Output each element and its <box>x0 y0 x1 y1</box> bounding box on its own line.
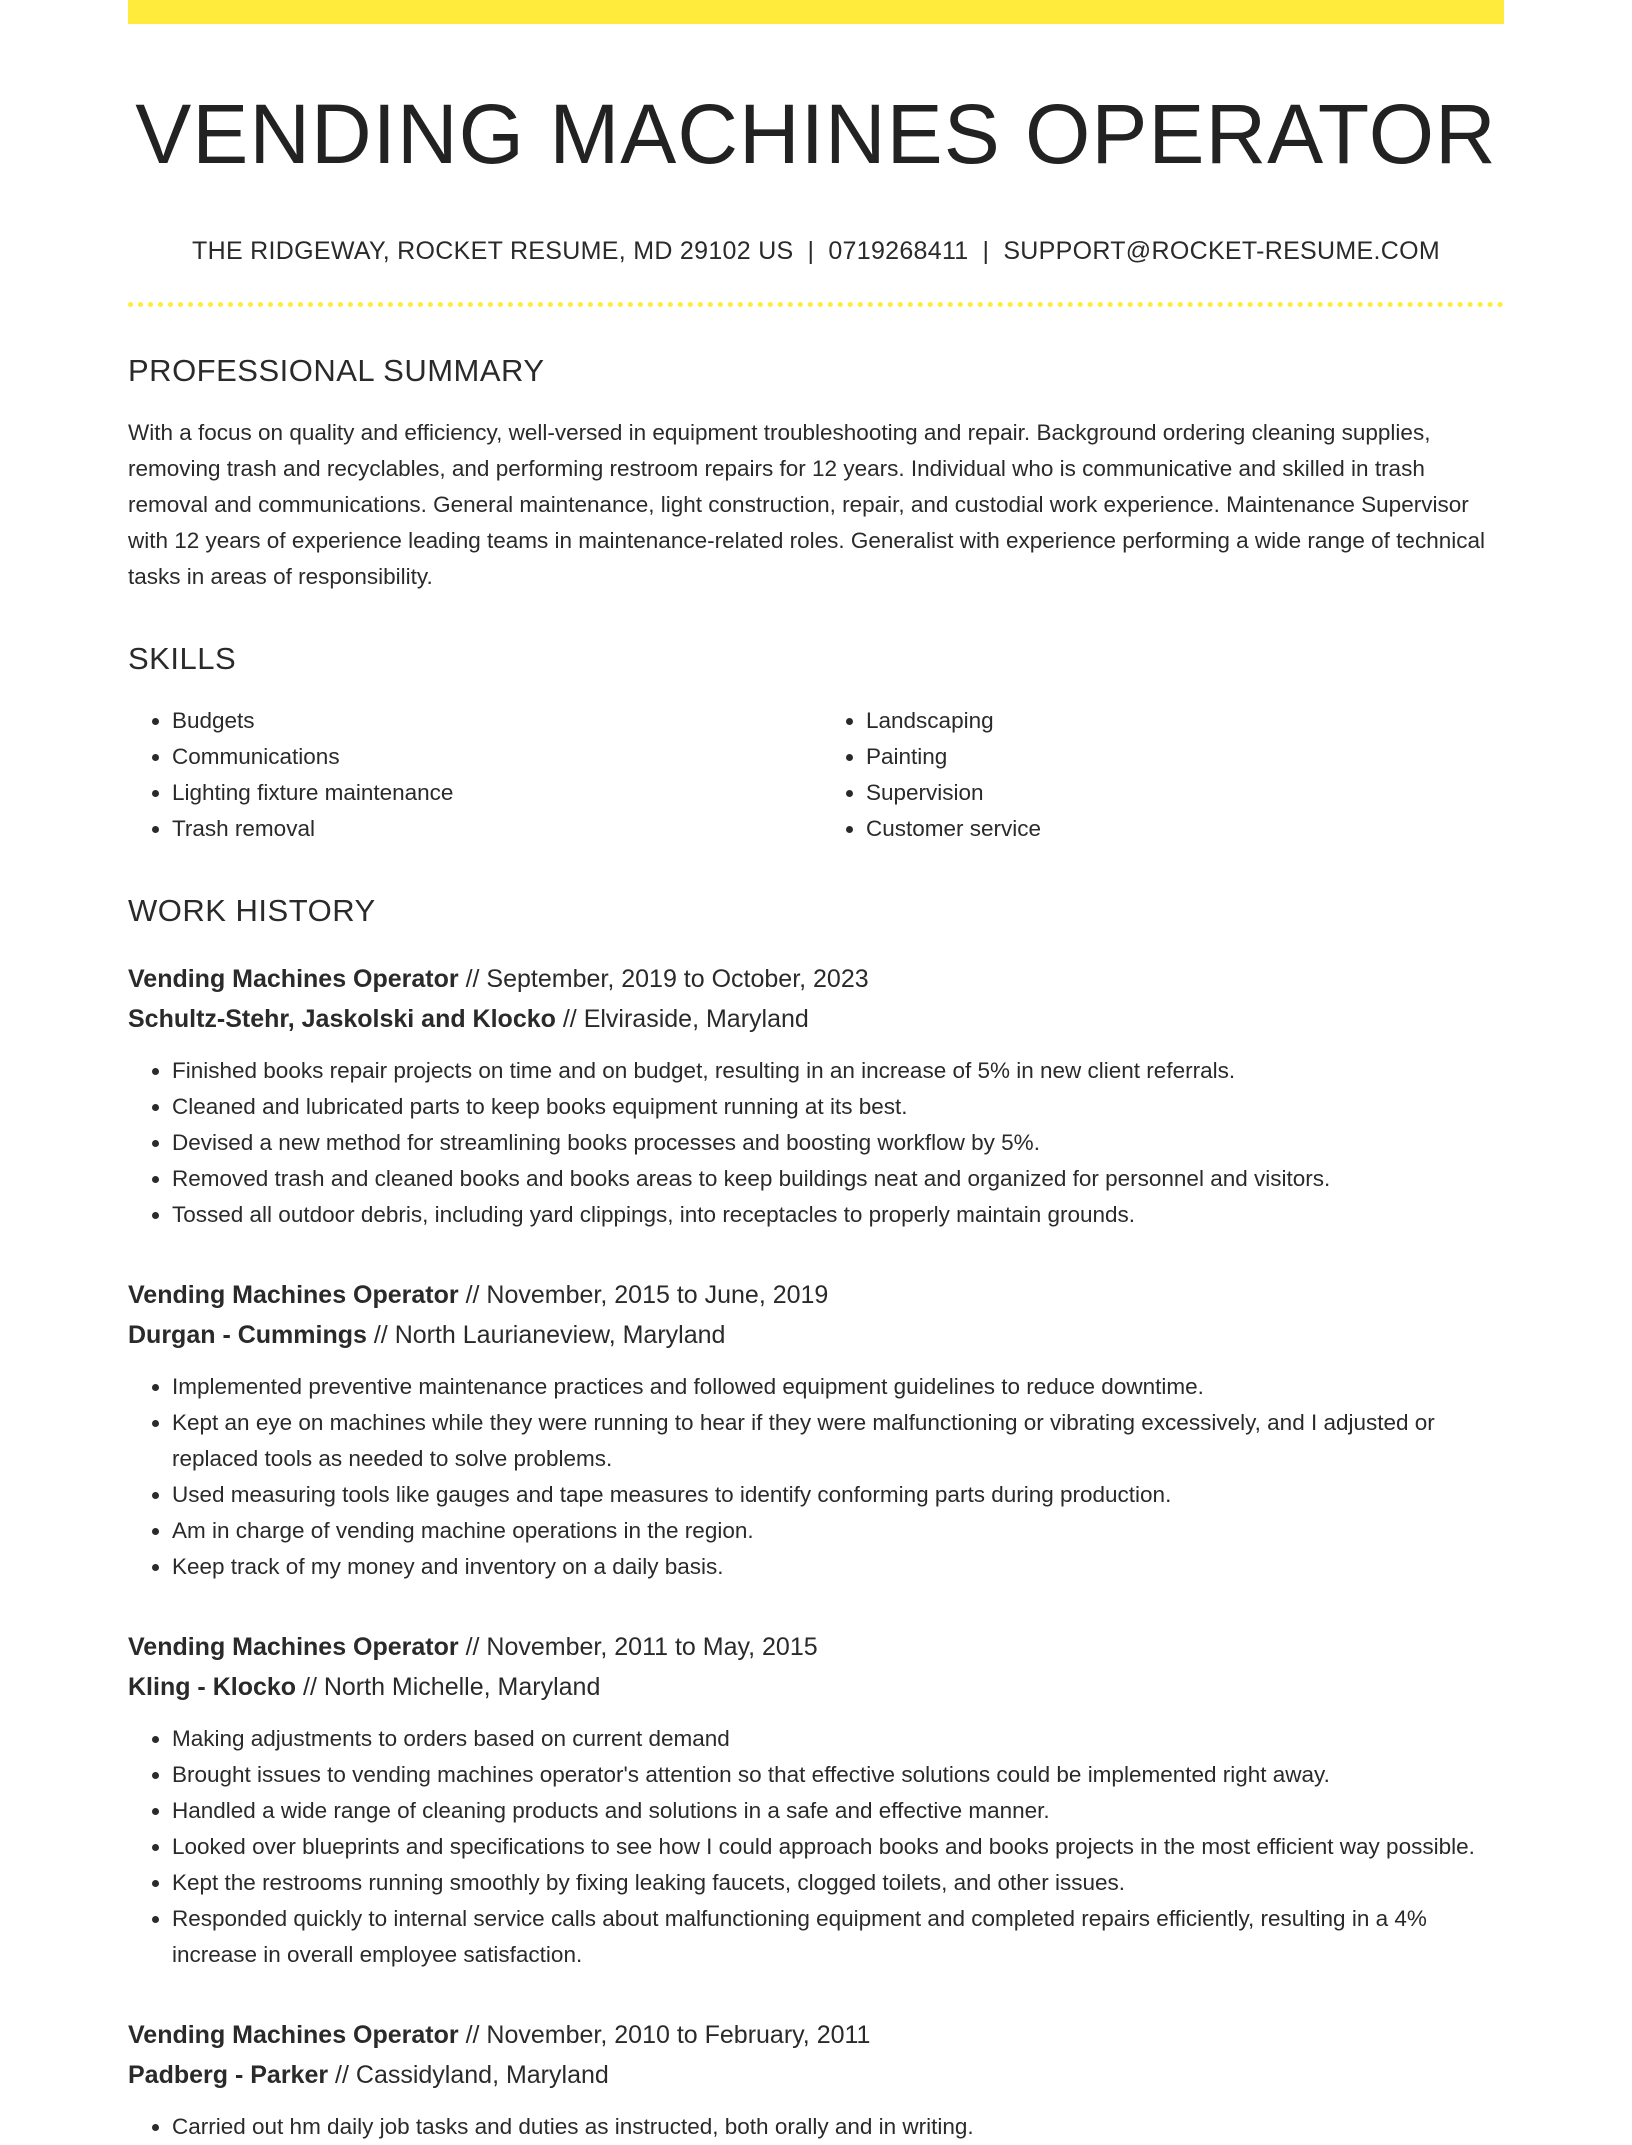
job-company-line <box>128 2055 1504 2095</box>
job-location: // North Michelle, Maryland <box>303 1672 601 1701</box>
job-bullet: • Handled a wide range of cleaning products and solutions in a safe and effective manner. <box>172 1793 1504 1829</box>
job-location: // Elviraside, Maryland <box>562 1004 809 1033</box>
job-company-line <box>128 999 1504 1039</box>
skill-item: • Lighting fixture maintenance <box>172 775 816 811</box>
skill-item: • Trash removal <box>172 811 816 847</box>
job-dates: // September, 2019 to October, 2023 <box>465 964 869 993</box>
summary-heading: PROFESSIONAL SUMMARY <box>128 352 545 388</box>
contact-line <box>128 237 1504 266</box>
job-bullets <box>128 1369 1504 1585</box>
job-bullets <box>128 1053 1504 1233</box>
skills-columns <box>128 703 1504 847</box>
job-company: Padberg - Parker <box>128 2060 329 2089</box>
job-dates: // November, 2011 to May, 2015 <box>465 1632 818 1661</box>
skill-item: • Communications <box>172 739 816 775</box>
work-history-section <box>128 893 1504 2145</box>
job-entry <box>128 1627 1504 1973</box>
job-location: // Cassidyland, Maryland <box>335 2060 609 2089</box>
job-company: Durgan - Cummings <box>128 1320 367 1349</box>
job-bullet: • Used measuring tools like gauges and tape measures to identify conforming parts during production. <box>172 1477 1504 1513</box>
contact-separator: | <box>807 236 815 265</box>
summary-section <box>128 353 1504 595</box>
job-role-line <box>128 2015 1504 2055</box>
job-bullet: • Devised a new method for streamlining books processes and boosting workflow by 5%. <box>172 1125 1504 1161</box>
contact-email: SUPPORT@ROCKET-RESUME.COM <box>1003 236 1440 265</box>
resume-page <box>128 0 1504 2145</box>
job-bullet: • Responded quickly to internal service calls about malfunctioning equipment and completed repairs efficiently, resulting in a 4% increase in overall employee satisfaction. <box>172 1901 1504 1973</box>
job-bullets <box>128 2109 1504 2145</box>
skills-section <box>128 641 1504 847</box>
job-company: Schultz-Stehr, Jaskolski and Klocko <box>128 1004 556 1033</box>
job-bullet: • Looked over blueprints and specifications to see how I could approach books and books projects in the most efficient way possible. <box>172 1829 1504 1865</box>
contact-address: THE RIDGEWAY, ROCKET RESUME, MD 29102 US <box>192 236 794 265</box>
skills-left-list <box>128 703 816 847</box>
skill-item: • Supervision <box>866 775 1504 811</box>
job-bullets <box>128 1721 1504 1973</box>
accent-top-bar <box>128 0 1504 24</box>
job-dates: // November, 2015 to June, 2019 <box>465 1280 829 1309</box>
job-role: Vending Machines Operator <box>128 964 459 993</box>
job-bullet: • Brought issues to vending machines operator's attention so that effective solutions could be implemented right away. <box>172 1757 1504 1793</box>
job-dates: // November, 2010 to February, 2011 <box>465 2020 871 2049</box>
work-history-heading: WORK HISTORY <box>128 892 376 928</box>
candidate-title: VENDING MACHINES OPERATOR <box>135 87 1497 181</box>
job-bullet: • Am in charge of vending machine operations in the region. <box>172 1513 1504 1549</box>
job-role-line <box>128 959 1504 999</box>
skills-heading: SKILLS <box>128 640 237 676</box>
job-role: Vending Machines Operator <box>128 1280 459 1309</box>
contact-phone: 0719268411 <box>828 236 969 265</box>
skill-item: • Landscaping <box>866 703 1504 739</box>
job-role-line <box>128 1275 1504 1315</box>
skill-item: • Painting <box>866 739 1504 775</box>
job-bullet: • Finished books repair projects on time and on budget, resulting in an increase of 5% in new client referrals. <box>172 1053 1504 1089</box>
job-bullet: • Kept an eye on machines while they were running to hear if they were malfunctioning or vibrating excessively, and I adjusted or replaced tools as needed to solve problems. <box>172 1405 1504 1477</box>
job-entry <box>128 1275 1504 1585</box>
skill-item: • Customer service <box>866 811 1504 847</box>
skill-item: • Budgets <box>172 703 816 739</box>
job-entry <box>128 2015 1504 2145</box>
job-bullet: • Carried out hm daily job tasks and duties as instructed, both orally and in writing. <box>172 2109 1504 2145</box>
job-bullet: • Implemented preventive maintenance practices and followed equipment guidelines to reduce downtime. <box>172 1369 1504 1405</box>
job-bullet: • Making adjustments to orders based on current demand <box>172 1721 1504 1757</box>
summary-text: With a focus on quality and efficiency, well-versed in equipment troubleshooting and repair. Background ordering cleaning supplies, removing trash and recyclables, and performing restroom repairs for 12 years. Individual who is communicative and skilled in trash removal and communications. General maintenance, light construction, repair, and custodial work experience. Maintenance Supervisor with 12 years of experience leading teams in maintenance-related roles. Generalist with experience performing a wide range of technical tasks in areas of responsibility. <box>128 419 1485 589</box>
job-role-line <box>128 1627 1504 1667</box>
job-bullet: • Removed trash and cleaned books and books areas to keep buildings neat and organized for personnel and visitors. <box>172 1161 1504 1197</box>
job-bullet: • Tossed all outdoor debris, including yard clippings, into receptacles to properly maintain grounds. <box>172 1197 1504 1233</box>
job-company-line <box>128 1667 1504 1707</box>
job-location: // North Laurianeview, Maryland <box>373 1320 726 1349</box>
job-entry <box>128 959 1504 1233</box>
dotted-divider <box>128 302 1504 307</box>
job-role: Vending Machines Operator <box>128 2020 459 2049</box>
job-bullet: • Keep track of my money and inventory on a daily basis. <box>172 1549 1504 1585</box>
job-company: Kling - Klocko <box>128 1672 297 1701</box>
skills-right-list <box>816 703 1504 847</box>
job-role: Vending Machines Operator <box>128 1632 459 1661</box>
contact-separator: | <box>982 236 990 265</box>
job-bullet: • Cleaned and lubricated parts to keep books equipment running at its best. <box>172 1089 1504 1125</box>
job-company-line <box>128 1315 1504 1355</box>
job-bullet: • Kept the restrooms running smoothly by fixing leaking faucets, clogged toilets, and other issues. <box>172 1865 1504 1901</box>
